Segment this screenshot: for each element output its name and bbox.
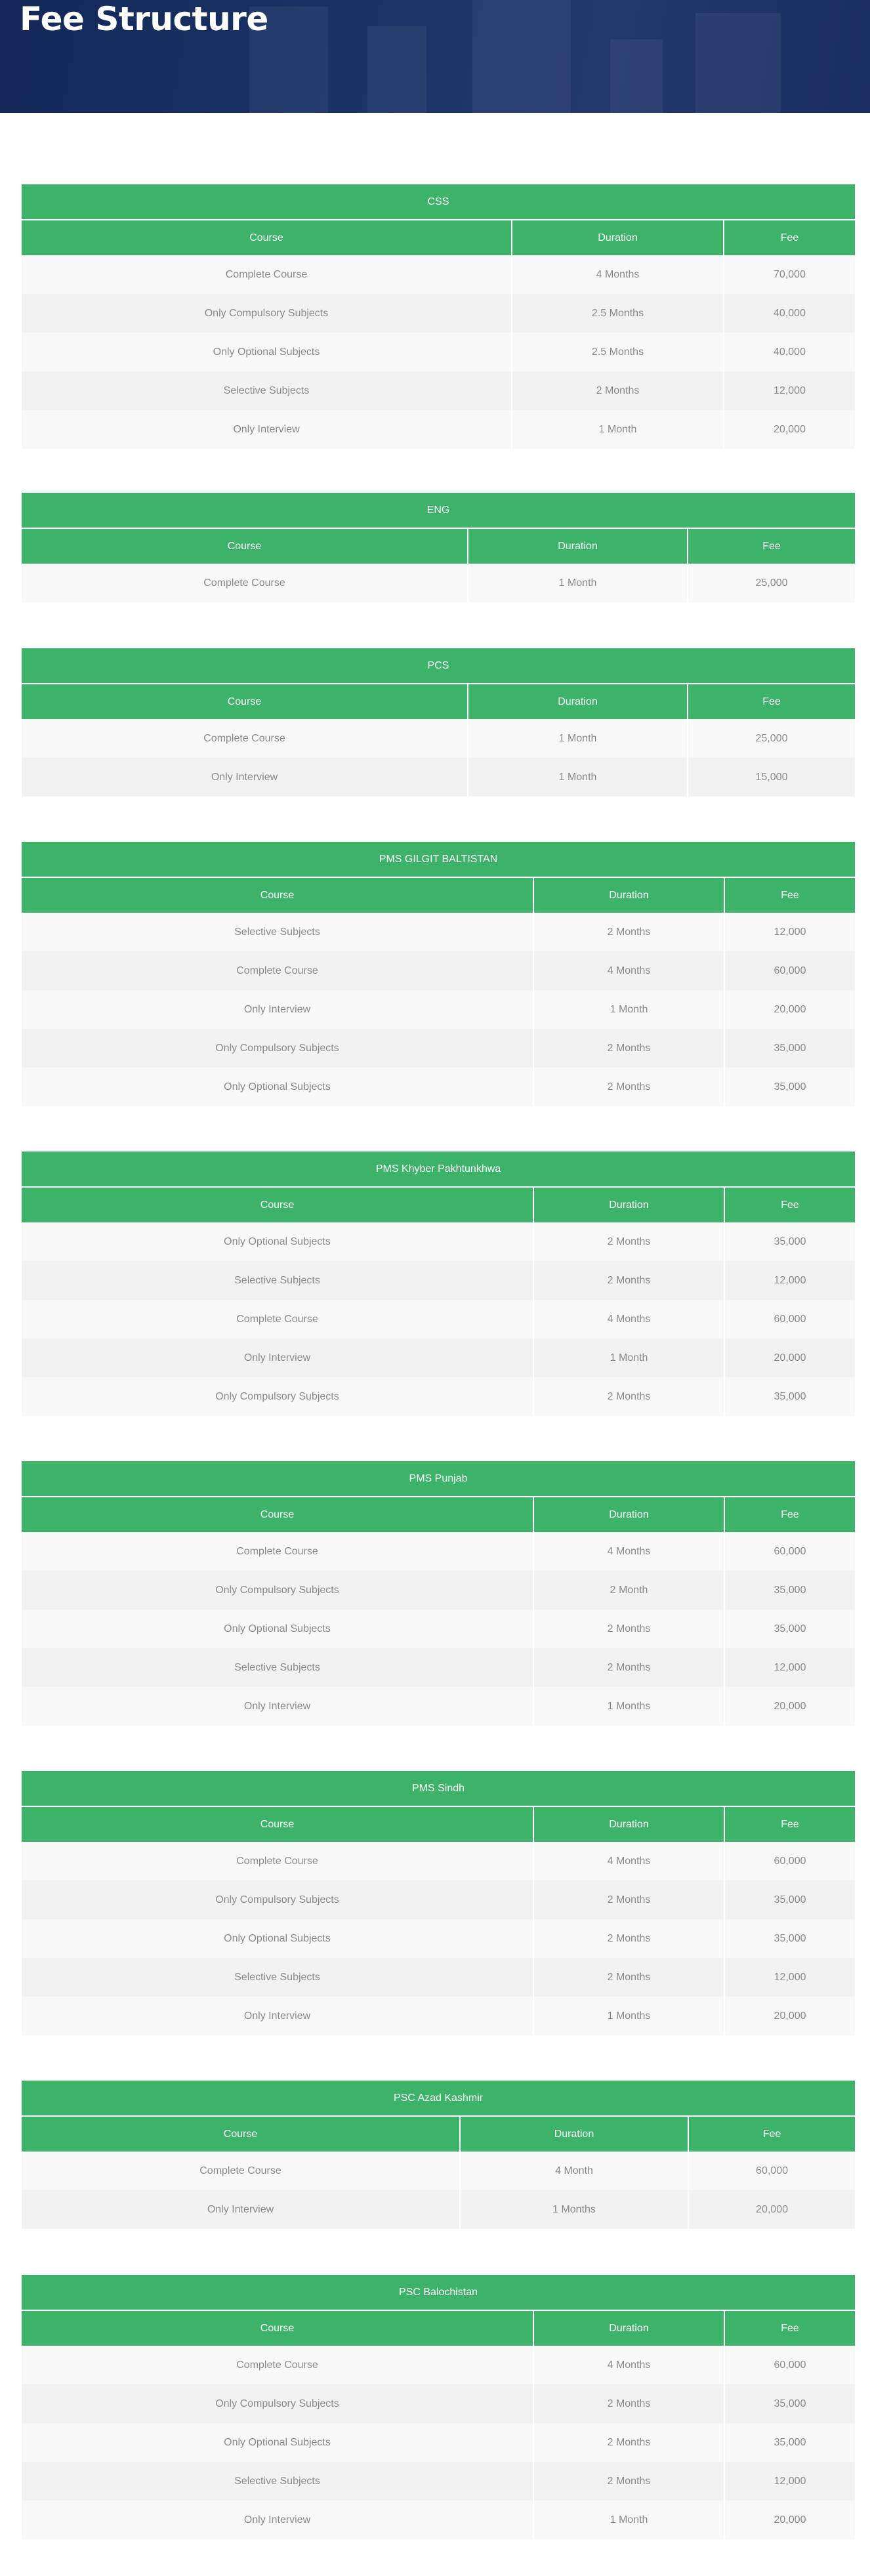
fee-cell: 40,000: [724, 333, 855, 371]
table-header-row: [22, 1497, 855, 1532]
hero-background-shape: [472, 0, 571, 113]
column-header-fee: Fee: [724, 1497, 855, 1532]
table-row: [22, 2151, 855, 2190]
table-title: PCS: [22, 648, 855, 684]
duration-cell: 1 Month: [468, 564, 688, 602]
fee-cell: 20,000: [724, 2501, 855, 2539]
duration-cell: 2 Months: [533, 1377, 724, 1416]
course-cell: Only Compulsory Subjects: [22, 1029, 533, 1068]
duration-cell: 4 Months: [533, 2346, 724, 2384]
column-header-course: Course: [22, 1497, 533, 1532]
course-cell: Complete Course: [22, 951, 533, 990]
course-cell: Complete Course: [22, 255, 512, 294]
duration-cell: 2 Month: [533, 1571, 724, 1610]
duration-cell: 4 Months: [533, 951, 724, 990]
page-title: Fee Structure: [20, 0, 268, 38]
fee-table: [22, 1152, 855, 1416]
column-header-duration: Duration: [533, 1187, 724, 1222]
fee-table: [22, 2081, 855, 2229]
table-row: [22, 1610, 855, 1648]
table-row: [22, 2190, 855, 2229]
column-header-fee: Fee: [688, 528, 855, 564]
fee-cell: 12,000: [724, 913, 855, 951]
fee-cell: 12,000: [724, 1261, 855, 1300]
table-row: [22, 1958, 855, 1997]
column-header-duration: Duration: [533, 1497, 724, 1532]
course-cell: Only Interview: [22, 1687, 533, 1726]
table-header-row: [22, 877, 855, 913]
fee-cell: 20,000: [724, 1339, 855, 1377]
duration-cell: 2 Months: [533, 1261, 724, 1300]
table-title: ENG: [22, 493, 855, 528]
table-row: [22, 951, 855, 990]
table-header-row: [22, 684, 855, 719]
duration-cell: 2 Months: [533, 2384, 724, 2423]
page-hero-banner: [0, 0, 870, 113]
duration-cell: 2 Months: [533, 1919, 724, 1958]
fee-cell: 20,000: [688, 2190, 855, 2229]
fee-cell: 20,000: [724, 1997, 855, 2035]
fee-table: [22, 493, 855, 602]
table-row: [22, 1919, 855, 1958]
fee-cell: 20,000: [724, 1687, 855, 1726]
fee-cell: 60,000: [724, 2346, 855, 2384]
duration-cell: 1 Month: [468, 758, 688, 797]
table-title: PMS Sindh: [22, 1771, 855, 1806]
column-header-course: Course: [22, 877, 533, 913]
table-row: [22, 2384, 855, 2423]
table-row: [22, 1648, 855, 1687]
column-header-fee: Fee: [724, 1187, 855, 1222]
duration-cell: 2 Months: [533, 1610, 724, 1648]
column-header-course: Course: [22, 684, 468, 719]
hero-background-shape: [367, 26, 426, 113]
course-cell: Only Interview: [22, 1339, 533, 1377]
column-header-fee: Fee: [724, 2310, 855, 2346]
column-header-fee: Fee: [724, 877, 855, 913]
course-cell: Selective Subjects: [22, 1958, 533, 1997]
table-row: [22, 1068, 855, 1106]
column-header-course: Course: [22, 1187, 533, 1222]
table-row: [22, 2423, 855, 2462]
course-cell: Complete Course: [22, 1532, 533, 1571]
hero-background-shape: [695, 13, 781, 113]
fee-cell: 35,000: [724, 1222, 855, 1261]
course-cell: Only Compulsory Subjects: [22, 1571, 533, 1610]
table-header-row: [22, 528, 855, 564]
course-cell: Only Optional Subjects: [22, 1919, 533, 1958]
course-cell: Selective Subjects: [22, 1648, 533, 1687]
course-cell: Only Optional Subjects: [22, 1068, 533, 1106]
fee-cell: 35,000: [724, 1610, 855, 1648]
course-cell: Only Compulsory Subjects: [22, 294, 512, 333]
course-cell: Only Interview: [22, 2501, 533, 2539]
fee-cell: 35,000: [724, 1377, 855, 1416]
table-header-row: [22, 2310, 855, 2346]
duration-cell: 1 Months: [460, 2190, 688, 2229]
table-row: [22, 1880, 855, 1919]
table-title: PSC Balochistan: [22, 2275, 855, 2310]
duration-cell: 2 Months: [533, 1958, 724, 1997]
course-cell: Only Interview: [22, 1997, 533, 2035]
table-row: [22, 1997, 855, 2035]
column-header-duration: Duration: [460, 2116, 688, 2151]
duration-cell: 4 Months: [533, 1300, 724, 1339]
duration-cell: 2 Months: [533, 1880, 724, 1919]
fee-cell: 12,000: [724, 1958, 855, 1997]
duration-cell: 2 Months: [533, 1648, 724, 1687]
fee-cell: 60,000: [724, 1842, 855, 1880]
table-row: [22, 2462, 855, 2501]
duration-cell: 4 Months: [533, 1842, 724, 1880]
duration-cell: 2 Months: [533, 1068, 724, 1106]
course-cell: Only Interview: [22, 410, 512, 449]
table-row: [22, 719, 855, 758]
table-row: [22, 1029, 855, 1068]
fee-table: [22, 648, 855, 797]
duration-cell: 1 Month: [512, 410, 724, 449]
table-row: [22, 913, 855, 951]
column-header-duration: Duration: [533, 877, 724, 913]
column-header-course: Course: [22, 2310, 533, 2346]
duration-cell: 4 Month: [460, 2151, 688, 2190]
course-cell: Selective Subjects: [22, 913, 533, 951]
duration-cell: 4 Months: [533, 1532, 724, 1571]
fee-cell: 35,000: [724, 1068, 855, 1106]
column-header-fee: Fee: [688, 684, 855, 719]
course-cell: Complete Course: [22, 719, 468, 758]
column-header-duration: Duration: [533, 1806, 724, 1842]
course-cell: Selective Subjects: [22, 2462, 533, 2501]
fee-cell: 12,000: [724, 371, 855, 410]
column-header-duration: Duration: [512, 220, 724, 255]
duration-cell: 2 Months: [533, 1222, 724, 1261]
column-header-course: Course: [22, 220, 512, 255]
table-row: [22, 1571, 855, 1610]
table-row: [22, 371, 855, 410]
fee-cell: 35,000: [724, 1880, 855, 1919]
table-row: [22, 1687, 855, 1726]
fee-cell: 35,000: [724, 1919, 855, 1958]
fee-table: [22, 184, 855, 449]
fee-cell: 25,000: [688, 719, 855, 758]
fee-cell: 40,000: [724, 294, 855, 333]
table-header-row: [22, 220, 855, 255]
course-cell: Complete Course: [22, 2151, 460, 2190]
table-row: [22, 410, 855, 449]
duration-cell: 4 Months: [512, 255, 724, 294]
table-row: [22, 1842, 855, 1880]
fee-cell: 35,000: [724, 1571, 855, 1610]
column-header-course: Course: [22, 2116, 460, 2151]
table-row: [22, 1339, 855, 1377]
fee-cell: 70,000: [724, 255, 855, 294]
table-row: [22, 1300, 855, 1339]
course-cell: Complete Course: [22, 564, 468, 602]
column-header-fee: Fee: [688, 2116, 855, 2151]
fee-cell: 15,000: [688, 758, 855, 797]
course-cell: Only Compulsory Subjects: [22, 2384, 533, 2423]
course-cell: Complete Course: [22, 2346, 533, 2384]
duration-cell: 2 Months: [533, 2462, 724, 2501]
table-row: [22, 564, 855, 602]
table-row: [22, 1532, 855, 1571]
duration-cell: 2.5 Months: [512, 294, 724, 333]
fee-cell: 60,000: [724, 951, 855, 990]
course-cell: Only Interview: [22, 990, 533, 1029]
duration-cell: 2.5 Months: [512, 333, 724, 371]
table-row: [22, 294, 855, 333]
fee-cell: 60,000: [724, 1300, 855, 1339]
fee-table: [22, 842, 855, 1106]
column-header-fee: Fee: [724, 1806, 855, 1842]
duration-cell: 1 Month: [533, 2501, 724, 2539]
fee-cell: 35,000: [724, 2423, 855, 2462]
column-header-duration: Duration: [468, 528, 688, 564]
fee-cell: 25,000: [688, 564, 855, 602]
fee-table: [22, 2275, 855, 2539]
table-title: PSC Azad Kashmir: [22, 2081, 855, 2116]
table-row: [22, 1222, 855, 1261]
column-header-course: Course: [22, 528, 468, 564]
fee-cell: 12,000: [724, 2462, 855, 2501]
column-header-fee: Fee: [724, 220, 855, 255]
duration-cell: 1 Month: [468, 719, 688, 758]
table-row: [22, 1377, 855, 1416]
fee-cell: 35,000: [724, 2384, 855, 2423]
table-title: PMS Punjab: [22, 1461, 855, 1497]
table-title: PMS GILGIT BALTISTAN: [22, 842, 855, 877]
table-row: [22, 333, 855, 371]
course-cell: Selective Subjects: [22, 1261, 533, 1300]
fee-cell: 12,000: [724, 1648, 855, 1687]
duration-cell: 1 Month: [533, 1339, 724, 1377]
fee-cell: 60,000: [724, 1532, 855, 1571]
course-cell: Only Optional Subjects: [22, 333, 512, 371]
table-header-row: [22, 2116, 855, 2151]
fee-cell: 20,000: [724, 990, 855, 1029]
table-row: [22, 1261, 855, 1300]
table-row: [22, 758, 855, 797]
course-cell: Only Compulsory Subjects: [22, 1880, 533, 1919]
table-title: PMS Khyber Pakhtunkhwa: [22, 1152, 855, 1187]
course-cell: Selective Subjects: [22, 371, 512, 410]
course-cell: Only Optional Subjects: [22, 2423, 533, 2462]
fee-cell: 60,000: [688, 2151, 855, 2190]
course-cell: Complete Course: [22, 1842, 533, 1880]
course-cell: Only Interview: [22, 2190, 460, 2229]
column-header-duration: Duration: [533, 2310, 724, 2346]
column-header-course: Course: [22, 1806, 533, 1842]
table-row: [22, 255, 855, 294]
fee-cell: 35,000: [724, 1029, 855, 1068]
course-cell: Only Compulsory Subjects: [22, 1377, 533, 1416]
hero-background-shape: [610, 39, 663, 113]
table-header-row: [22, 1806, 855, 1842]
duration-cell: 1 Months: [533, 1997, 724, 2035]
course-cell: Only Optional Subjects: [22, 1610, 533, 1648]
table-row: [22, 2501, 855, 2539]
fee-table: [22, 1461, 855, 1726]
course-cell: Complete Course: [22, 1300, 533, 1339]
duration-cell: 2 Months: [533, 1029, 724, 1068]
fee-cell: 20,000: [724, 410, 855, 449]
duration-cell: 2 Months: [533, 913, 724, 951]
fee-table: [22, 1771, 855, 2035]
duration-cell: 2 Months: [533, 2423, 724, 2462]
table-row: [22, 2346, 855, 2384]
duration-cell: 2 Months: [512, 371, 724, 410]
table-title: CSS: [22, 184, 855, 220]
table-header-row: [22, 1187, 855, 1222]
course-cell: Only Interview: [22, 758, 468, 797]
duration-cell: 1 Month: [533, 990, 724, 1029]
table-row: [22, 990, 855, 1029]
course-cell: Only Optional Subjects: [22, 1222, 533, 1261]
column-header-duration: Duration: [468, 684, 688, 719]
duration-cell: 1 Months: [533, 1687, 724, 1726]
